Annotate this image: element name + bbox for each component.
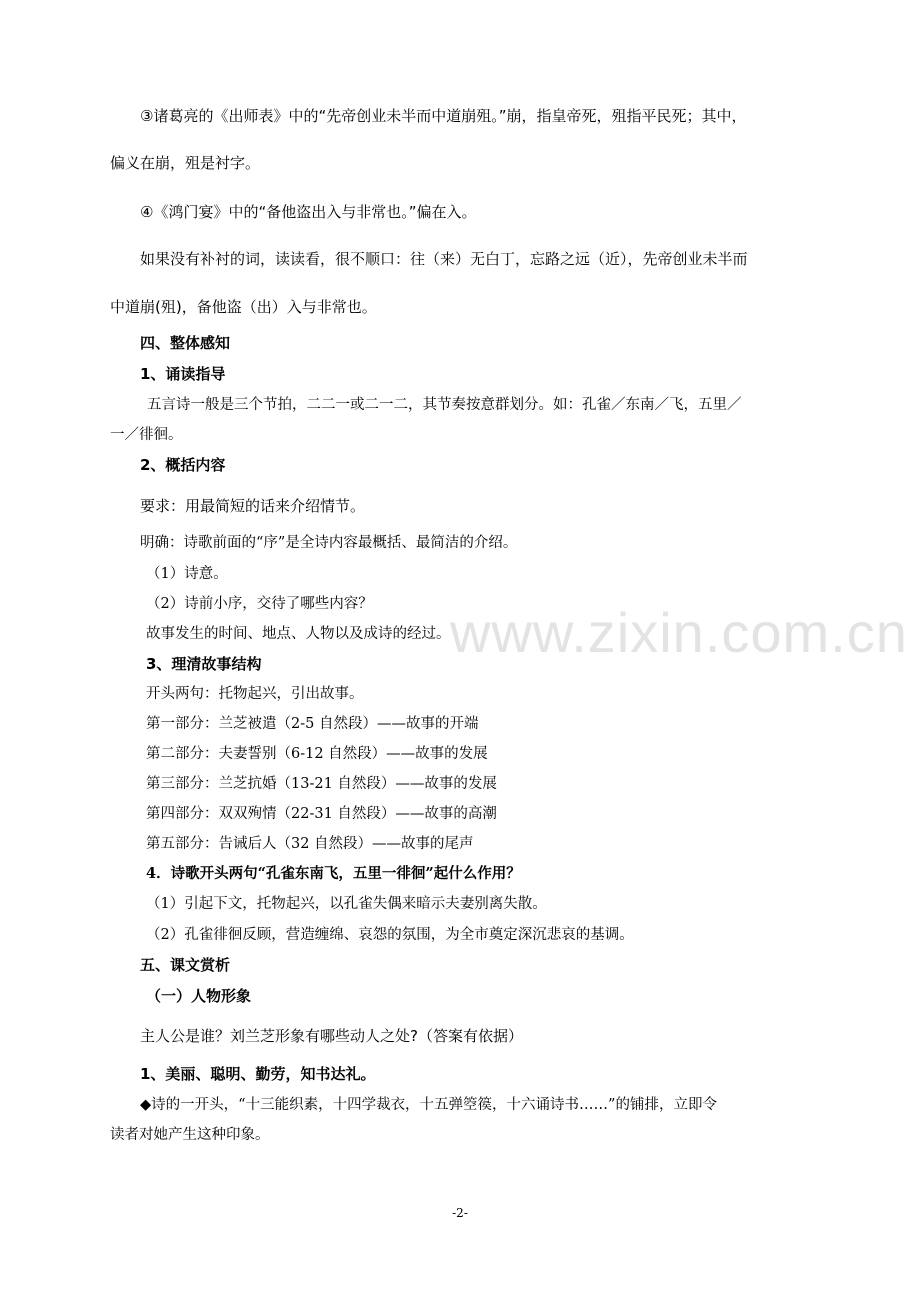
subsection-heading: 3、理清故事结构: [146, 655, 262, 673]
paragraph-line: ◆诗的一开头，“十三能织素，十四学裁衣，十五弹箜篌，十六诵诗书……”的铺排，立即令: [140, 1097, 717, 1113]
paragraph-line: 故事发生的时间、地点、人物以及成诗的经过。: [146, 626, 451, 642]
paragraph-line: 明确：诗歌前面的“序”是全诗内容最概括、最简洁的介绍。: [140, 535, 518, 551]
paragraph-line: （1）诗意。: [146, 566, 228, 582]
section-heading: 四、整体感知: [140, 334, 231, 352]
subsection-heading: 2、概括内容: [140, 456, 226, 474]
paragraph-line: 一／徘徊。: [110, 427, 183, 443]
paragraph-line: 第三部分：兰芝抗婚（13-21 自然段）——故事的发展: [146, 776, 497, 792]
paragraph-line: 第四部分：双双殉情（22-31 自然段）——故事的高潮: [146, 806, 497, 822]
section-heading: 五、课文赏析: [140, 956, 231, 974]
subsection-heading: 4．诗歌开头两句“孔雀东南飞，五里一徘徊”起什么作用？: [146, 865, 521, 882]
paragraph-line: 中道崩(殂)，备他盗（出）入与非常也。: [110, 298, 377, 316]
paragraph-line: （2）诗前小序，交待了哪些内容？: [146, 596, 373, 612]
paragraph-line: 第二部分：夫妻誓别（6-12 自然段）——故事的发展: [146, 746, 488, 762]
paragraph-line: 五言诗一般是三个节拍，二二一或二一二，其节奏按意群划分。如：孔雀／东南／飞，五里／: [147, 397, 742, 413]
paragraph-line: 主人公是谁？刘兰芝形象有哪些动人之处?（答案有依据）: [140, 1027, 523, 1045]
paragraph-line: 第五部分：告诫后人（32 自然段）——故事的尾声: [146, 836, 474, 852]
paragraph-line: 开头两句：托物起兴，引出故事。: [146, 686, 364, 702]
paragraph-line: 读者对她产生这种印象。: [110, 1127, 270, 1143]
watermark: www.zixin.com.cn: [450, 601, 908, 664]
subsection-heading: （一）人物形象: [146, 987, 252, 1005]
subsection-heading: 1、诵读指导: [140, 365, 226, 383]
paragraph-line: 如果没有补衬的词，读读看，很不顺口：往（来）无白丁，忘路之远（近），先帝创业未半而: [140, 250, 748, 268]
paragraph-line: 偏义在崩，殂是衬字。: [110, 154, 261, 172]
page-number: -2-: [452, 1206, 468, 1220]
paragraph-line: （1）引起下文，托物起兴，以孔雀失偶来暗示夫妻别离失散。: [146, 896, 547, 912]
paragraph-line: ③诸葛亮的《出师表》中的“先帝创业未半而中道崩殂。”崩，指皇帝死，殂指平民死；其中，: [140, 107, 747, 125]
paragraph-line: 要求：用最简短的话来介绍情节。: [140, 497, 366, 515]
paragraph-line: 第一部分：兰芝被遣（2-5 自然段）——故事的开端: [146, 716, 479, 732]
subsection-heading: 1、美丽、聪明、勤劳，知书达礼。: [140, 1065, 376, 1083]
paragraph-line: （2）孔雀徘徊反顾，营造缠绵、哀怨的氛围，为全市奠定深沉悲哀的基调。: [146, 927, 634, 943]
paragraph-line: ④《鸿门宴》中的“备他盗出入与非常也。”偏在入。: [140, 203, 477, 221]
